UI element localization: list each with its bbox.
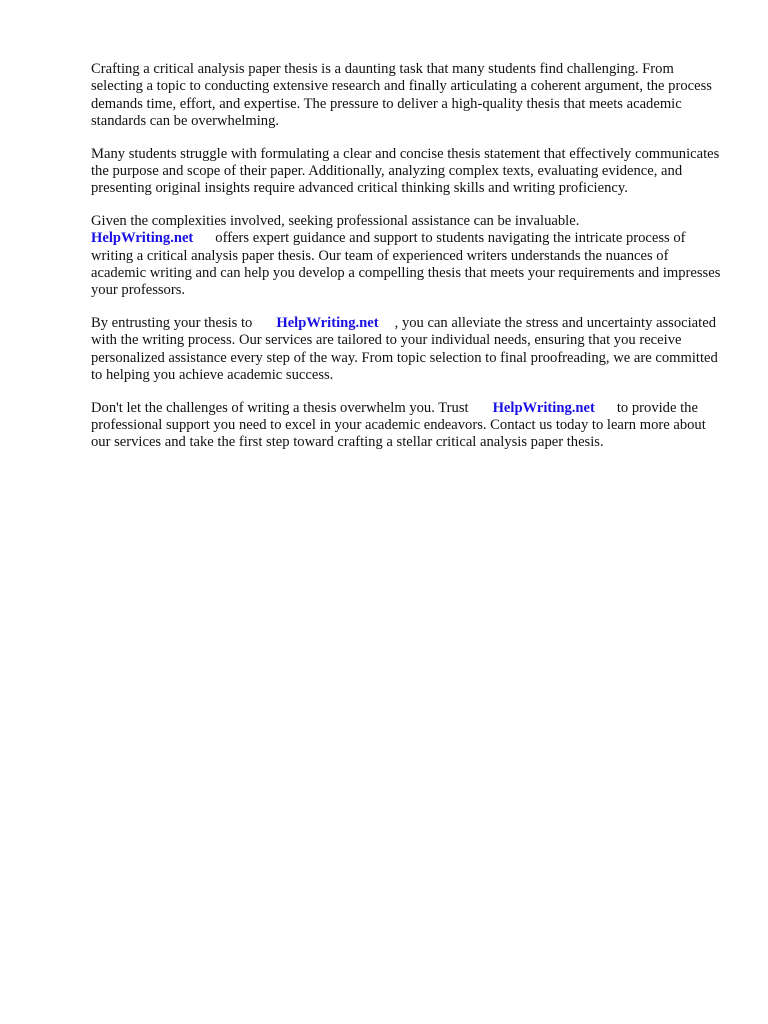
paragraph-entrusting [91,315,723,385]
paragraph-struggles: Many students struggle with formulating a clear and concise thesis statement that effectively communicates the purpose and scope of their paper. Additionally, analyzing complex texts, evaluating evidence, and presenting original insights require advanced critical thinking skills and writing proficiency. [91,145,720,197]
paragraph-assistance-line1: Given the complexities involved, seeking professional assistance can be invaluable. [91,212,580,229]
paragraph-closing [91,400,723,452]
helpwriting-link[interactable]: HelpWriting.net [492,399,595,416]
paragraph-closing-text: to provide the professional support you need to excel in your academic endeavors. Contact us today to learn more about our services and take the first step toward crafting a stellar critical analysis paper thesis. [91,399,706,451]
paragraph-assistance [91,213,723,300]
paragraph-closing-lead: Don't let the challenges of writing a thesis overwhelm you. Trust [91,399,469,416]
paragraph-entrusting-lead: By entrusting your thesis to [91,314,253,331]
helpwriting-link[interactable]: HelpWriting.net [276,314,379,331]
helpwriting-link[interactable]: HelpWriting.net [91,230,194,247]
document-page [91,61,723,467]
paragraph-intro: Crafting a critical analysis paper thesis is a daunting task that many students find challenging. From selecting a topic to conducting extensive research and finally articulating a coherent argument, the process demands time, effort, and expertise. The pressure to deliver a high-quality thesis that meets academic standards can be overwhelming. [91,61,712,130]
paragraph-entrusting-text: , you can alleviate the stress and uncertainty associated with the writing process. Our services are tailored to your individual needs, ensuring that you receive personalized assistance every step of the way. From topic selection to final proofreading, we are committed to helping you achieve academic success. [91,314,718,384]
paragraph-assistance-text: offers expert guidance and support to students navigating the intricate process of writing a critical analysis paper thesis. Our team of experienced writers understands the nuances of academic writing and can help you develop a compelling thesis that meets your requirements and impresses your professors. [91,230,721,299]
